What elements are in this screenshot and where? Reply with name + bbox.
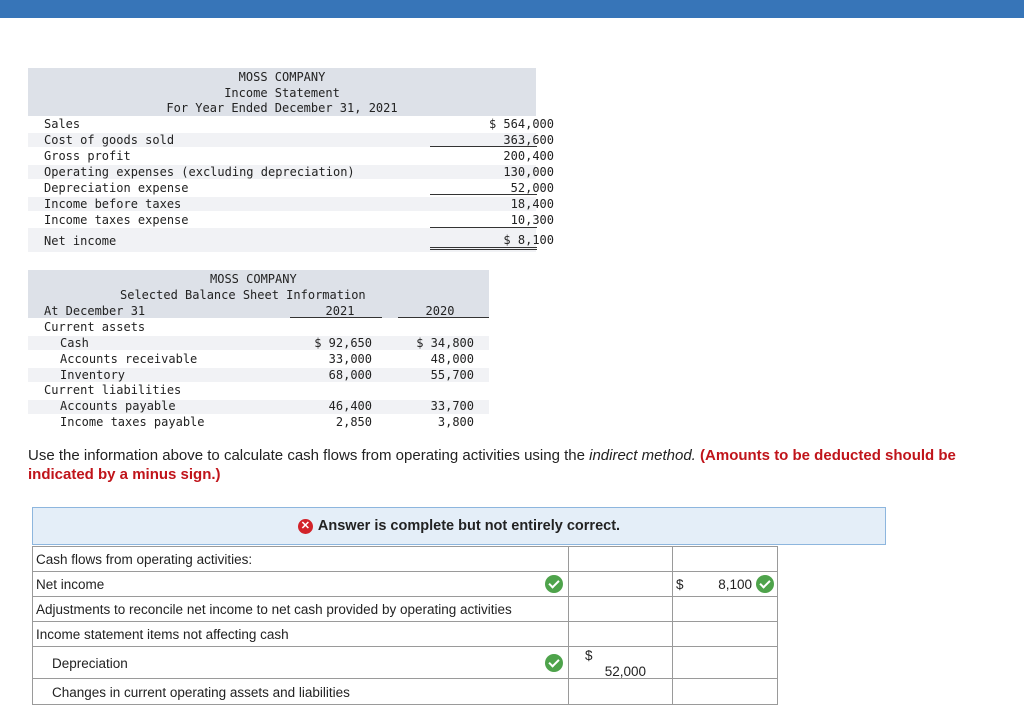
table-row-label[interactable]: Depreciation [52, 656, 128, 671]
underline [430, 194, 537, 195]
bs-row-label: Income taxes payable [60, 415, 205, 429]
table-row-label[interactable]: Net income [36, 577, 105, 592]
bs-section-label: Current assets [44, 320, 146, 334]
table-row-label: Cash flows from operating activities: [36, 552, 253, 567]
table-border [32, 546, 33, 704]
is-row-value: 130,000 [503, 165, 554, 179]
bs-value-2020: 55,700 [430, 368, 474, 382]
is-row-label: Net income [44, 234, 117, 248]
instructions-text: Use the information above to calculate cash flows from operating activities using the [28, 447, 590, 464]
is-row-value: $ 8,100 [503, 233, 554, 247]
table-border [32, 596, 778, 597]
bs-value-2021: 68,000 [328, 368, 372, 382]
balance-sheet-date-label: At December 31 [44, 304, 146, 318]
is-row-value: 52,000 [510, 181, 554, 195]
is-row-label: Income before taxes [44, 197, 182, 211]
bs-row-label: Accounts receivable [60, 352, 198, 366]
is-row-label: Cost of goods sold [44, 133, 175, 147]
table-row-label: Changes in current operating assets and liabilities [52, 685, 350, 700]
answer-status-banner [32, 507, 886, 545]
underline [398, 317, 489, 318]
bs-value-2020: 33,700 [430, 399, 474, 413]
bs-row-label: Inventory [60, 368, 126, 382]
is-row-label: Gross profit [44, 149, 131, 163]
correct-check-icon [545, 654, 563, 672]
underline [430, 227, 537, 228]
balance-sheet-title: Selected Balance Sheet Information [120, 288, 366, 302]
bs-section-label: Current liabilities [44, 383, 182, 397]
table-border [32, 646, 778, 647]
bs-value-2021: 46,400 [328, 399, 372, 413]
instructions-method: indirect method. [589, 447, 696, 464]
table-border [672, 546, 673, 704]
instructions [28, 446, 988, 484]
table-border [32, 621, 778, 622]
underline [430, 146, 537, 147]
bs-row-label: Accounts payable [60, 399, 176, 413]
instructions-sign-note: (Amounts to be deducted should be indicated by a minus sign.) [28, 447, 956, 483]
correct-check-icon [545, 575, 563, 593]
table-border [32, 571, 778, 572]
income-statement-title: Income Statement [224, 86, 340, 100]
table-border [32, 678, 778, 679]
column-header-2021: 2021 [325, 304, 355, 318]
balance-sheet-company: MOSS COMPANY [210, 272, 297, 286]
is-row-value: 10,300 [510, 213, 554, 227]
bs-value-2020: 3,800 [437, 415, 474, 429]
table-row-label: Income statement items not affecting cash [36, 627, 289, 642]
depreciation-amount-input[interactable]: 52,000 [604, 664, 646, 679]
is-row-label: Depreciation expense [44, 181, 189, 195]
income-statement-period: For Year Ended December 31, 2021 [166, 101, 398, 115]
is-row-value: 200,400 [503, 149, 554, 163]
depreciation-currency: $ [585, 648, 593, 663]
income-statement-company: MOSS COMPANY [238, 70, 326, 84]
column-header-2020: 2020 [425, 304, 455, 318]
top-bar [0, 0, 1024, 18]
bs-value-2020: $ 34,800 [416, 336, 474, 350]
is-row-label: Operating expenses (excluding depreciation) [44, 165, 355, 179]
bs-row-label: Cash [60, 336, 89, 350]
is-row-value: $ 564,000 [488, 117, 554, 131]
table-border [568, 546, 569, 704]
table-border [32, 546, 778, 547]
is-row-label: Sales [44, 117, 81, 131]
bs-value-2021: 2,850 [335, 415, 372, 429]
bs-value-2021: 33,000 [328, 352, 372, 366]
table-row-label: Adjustments to reconcile net income to net cash provided by operating activities [36, 602, 512, 617]
net-income-total-input[interactable]: 8,100 [718, 577, 752, 592]
table-border [32, 704, 778, 705]
net-income-currency: $ [676, 577, 684, 592]
answer-status-message-wrap [33, 508, 885, 544]
bs-value-2020: 48,000 [430, 352, 474, 366]
is-row-value: 18,400 [510, 197, 554, 211]
bs-value-2021: $ 92,650 [314, 336, 372, 350]
is-row-label: Income taxes expense [44, 213, 189, 227]
correct-check-icon [756, 575, 774, 593]
is-row-value: 363,600 [503, 133, 554, 147]
error-x-icon: ✕ [298, 519, 313, 534]
table-border [777, 546, 778, 704]
underline [290, 317, 382, 318]
double-underline [430, 247, 537, 250]
answer-status-message: Answer is complete but not entirely correct. [317, 518, 621, 534]
